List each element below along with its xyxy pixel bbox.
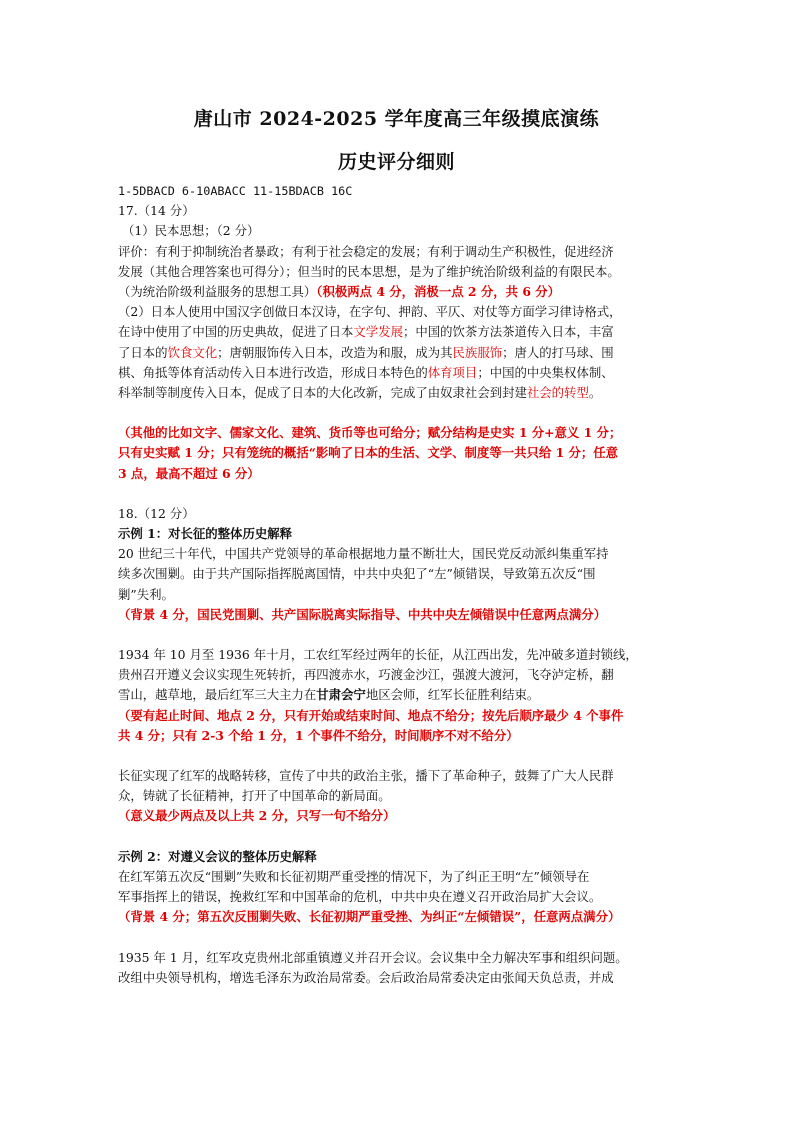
- q18-ex1-line: 1934 年 10 月至 1936 年十月，工农红军经过两年的长征，从江西出发，先冲破多道封锁线，: [118, 647, 638, 663]
- q18-ex1-rubric: （要有起止时间、地点 2 分，只有开始或结束时间、地点不给分；按先后顺序最少 4 个事件: [118, 707, 624, 723]
- q18-ex1-rubric: 共 4 分；只有 2-3 个给 1 分，1 个事件不给分，时间顺序不对不给分）: [118, 727, 519, 743]
- q17-part1-label: （1）民本思想；（2 分）: [122, 223, 260, 239]
- q17-part2-line: （2）日本人使用中国汉字创做日本汉诗，在字句、押韵、平仄、对仗等方面学习律诗格式，: [118, 304, 622, 320]
- spacer: [118, 746, 680, 766]
- q18-ex1-rubric: （意义最少两点及以上共 2 分，只写一句不给分）: [118, 808, 396, 824]
- q18-example2-title: 示例 2：对遵义会议的整体历史解释: [118, 848, 317, 864]
- q17-part2-line: [118, 343, 680, 363]
- answer-key: 1-5DBACD 6-10ABACC 11-15BDACB 16C: [118, 184, 353, 198]
- document-title: 唐山市 2024-2025 学年度高三年级摸底演练: [193, 108, 600, 130]
- keyword-highlight: 饮食文化: [167, 344, 218, 360]
- q18-ex2-line: 1935 年 1 月，红军攻克贵州北部重镇遵义并召开会议。会议集中全力解决军事和组织问题。: [118, 949, 628, 965]
- q17-part2-line: [118, 363, 680, 383]
- q17-eval-line: [118, 282, 680, 302]
- q17-eval-rubric: （积极两点 4 分，消极一点 2 分，共 6 分）: [316, 284, 561, 300]
- q18-ex2-line: 改组中央领导机构，增选毛泽东为政治局常委。会后政治局常委决定由张闻天负总责，并成: [118, 969, 614, 985]
- spacer: [118, 484, 680, 504]
- text-run: ；唐人的打马球、围: [502, 344, 614, 360]
- q17-rubric-line: 3 点，最高不超过 6 分）: [118, 465, 260, 481]
- text-run: 了日本的: [118, 344, 168, 360]
- text-run: 地区会师，红军长征胜利结束。: [365, 687, 540, 703]
- spacer: [118, 827, 680, 847]
- q18-ex1-line: 剿”失利。: [118, 586, 174, 602]
- q17-eval-line: 评价：有利于抑制统治者暴政；有利于社会稳定的发展；有利于调动生产积极性，促进经济: [118, 243, 614, 259]
- q17-eval-text: （为统治阶级利益服务的思想工具）: [118, 284, 317, 300]
- q18-ex2-line: 军事指挥上的错误，挽救红军和中国革命的危机，中共中央在遵义召开政治局扩大会议。: [118, 889, 602, 905]
- text-run: 在诗中使用了中国的历史典故，促进了日本: [118, 324, 354, 340]
- keyword-bold: 甘肃会宁: [316, 687, 366, 703]
- spacer: [118, 928, 680, 948]
- q17-part2-line: [118, 322, 680, 342]
- text-run: ；中国的中央集权体制、: [477, 364, 614, 380]
- q18-ex1-rubric: （背景 4 分，国民党围剿、共产国际脱离实际指导、中共中央左倾错误中任意两点满分）: [118, 606, 607, 622]
- q18-ex1-line: 贵州召开遵义会议实现生死转折，再四渡赤水，巧渡金沙江，强渡大渡河，飞夺泸定桥，翻: [118, 667, 614, 683]
- keyword-highlight: 社会的转型: [526, 385, 589, 401]
- keyword-highlight: 体育项目: [427, 364, 478, 380]
- spacer: [118, 625, 680, 645]
- q18-example1-title: 示例 1：对长征的整体历史解释: [118, 526, 293, 542]
- text-run: ；中国的饮茶方法茶道传入日本，丰富: [402, 324, 614, 340]
- q18-ex1-line: 众，铸就了长征精神，打开了中国革命的新局面。: [118, 788, 391, 804]
- q18-ex1-line: [118, 685, 680, 705]
- keyword-highlight: 文学发展: [353, 324, 403, 340]
- keyword-highlight: 民族服饰: [452, 344, 503, 360]
- q18-ex2-rubric: （背景 4 分；第五次反围剿失败、长征初期严重受挫、为纠正“左倾错误”，任意两点满分）: [118, 909, 621, 925]
- text-run: 棋、角抵等体育活动传入日本进行改造，形成日本特色的: [118, 364, 428, 380]
- q17-eval-line: 发展（其他合理答案也可得分）；但当时的民本思想，是为了维护统治阶级利益的有限民本。: [118, 263, 620, 279]
- q18-ex2-line: 在红军第五次反“围剿”失败和长征初期严重受挫的情况下，为了纠正王明“左”倾领导在: [118, 868, 590, 884]
- text-run: 。: [588, 385, 602, 401]
- q17-part2-line: [118, 383, 680, 403]
- spacer: [118, 403, 680, 423]
- q17-rubric-line: （其他的比如文字、儒家文化、建筑、货币等也可给分；赋分结构是史实 1 分+意义 1 分；: [118, 425, 622, 441]
- text-run: 雪山，越草地，最后红军三大主力在: [118, 687, 317, 703]
- q18-ex1-line: 20 世纪三十年代，中国共产党领导的革命根据地力量不断壮大，国民党反动派纠集重军持: [118, 546, 609, 562]
- q18-label: 18.（12 分）: [118, 505, 195, 521]
- q17-rubric-line: 只有史实赋 1 分；只有笼统的概括“影响了日本的生活、文学、制度等一共只给 1 分；任意: [118, 445, 619, 461]
- document-body: [118, 181, 680, 988]
- q17-label: 17.（14 分）: [118, 203, 195, 219]
- text-run: 科举制等制度传入日本，促成了日本的大化改新，完成了由奴隶社会到封建: [118, 385, 527, 401]
- text-run: ；唐朝服饰传入日本，改造为和服，成为其: [217, 344, 453, 360]
- q18-ex1-line: 续多次围剿。由于共产国际指挥脱离国情，中共中央犯了“左”倾错误，导致第五次反“围: [118, 566, 596, 582]
- document-subtitle: 历史评分细则: [337, 151, 455, 173]
- q18-ex1-line: 长征实现了红军的战略转移，宣传了中共的政治主张，播下了革命种子，鼓舞了广大人民群: [118, 768, 614, 784]
